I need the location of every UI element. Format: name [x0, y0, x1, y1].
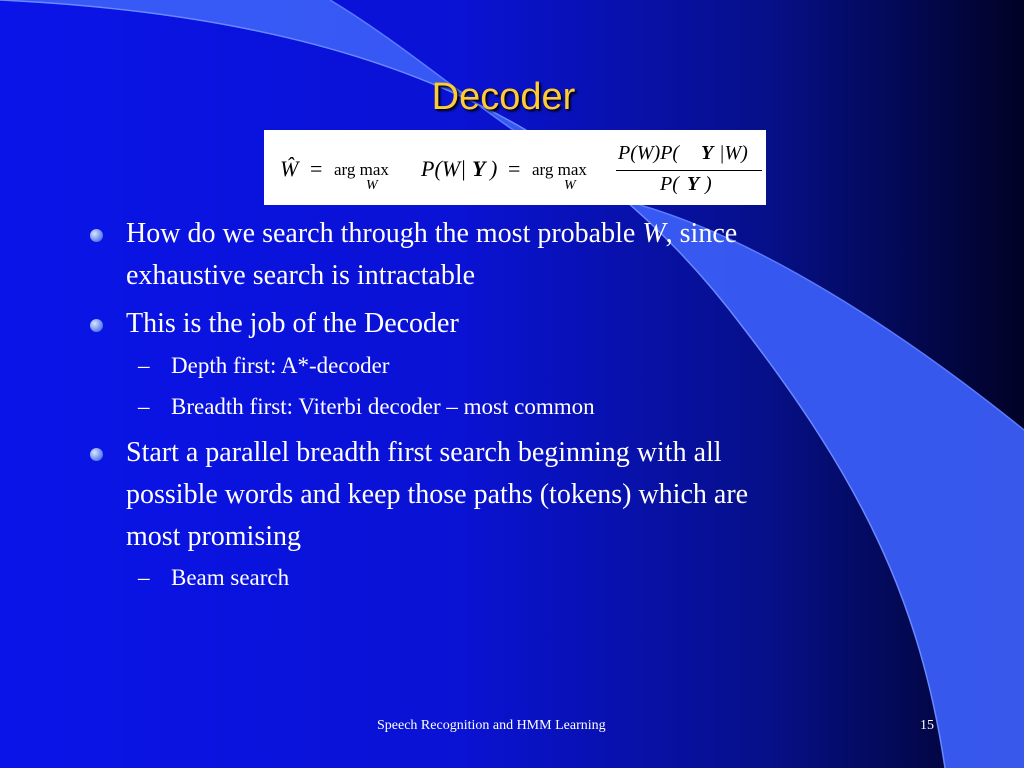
- subbullet-1-text: Depth first: A*-decoder: [171, 353, 390, 378]
- bullet-dot: [90, 448, 103, 461]
- footer-title: Speech Recognition and HMM Learning: [377, 718, 606, 733]
- formula-argmax-1: arg max: [334, 160, 389, 179]
- formula-numerator-b: |W): [719, 142, 748, 164]
- formula-argmax-sub-1: W: [366, 178, 378, 193]
- dash-marker: –: [138, 353, 150, 378]
- slide-title: Decoder: [431, 76, 576, 118]
- bullet-3-line-3: most promising: [126, 521, 302, 552]
- formula-denominator-y: Y: [687, 173, 700, 195]
- formula-y-1: Y: [472, 156, 486, 181]
- formula-numerator-a: P(W)P(: [618, 142, 680, 164]
- bullet-1-text-b: , since: [665, 218, 738, 249]
- formula-p-w-given: P(W|: [421, 156, 467, 181]
- dash-marker: –: [138, 394, 150, 419]
- subbullet-3-text: Beam search: [171, 565, 290, 590]
- formula-close-paren: ): [490, 156, 498, 181]
- formula-numerator-y: Y: [701, 142, 714, 164]
- formula-argmax-2: arg max: [532, 160, 587, 179]
- bullet-1-text-a: How do we search through the most probable: [126, 218, 643, 249]
- formula-argmax-sub-2: W: [564, 178, 576, 193]
- formula-equals-1: =: [310, 156, 323, 181]
- dash-marker: –: [138, 565, 150, 590]
- bullet-1-line-2: exhaustive search is intractable: [126, 260, 476, 291]
- formula-denominator-b: ): [705, 173, 712, 195]
- subbullet-2-text: Breadth first: Viterbi decoder – most common: [171, 394, 595, 419]
- formula-equals-2: =: [508, 156, 521, 181]
- formula-denominator-a: P(: [660, 173, 679, 195]
- page-number: 15: [920, 718, 934, 733]
- bullet-1-line-1: [126, 213, 737, 255]
- bullet-1-text-em: W: [642, 218, 666, 249]
- bullet-3-line-2: possible words and keep those paths (tokens) which are: [126, 479, 749, 510]
- bullet-dot: [90, 319, 103, 332]
- bullet-2-line-1: This is the job of the Decoder: [126, 308, 459, 339]
- formula-w-hat: Ŵ: [280, 156, 299, 181]
- formula-box: [264, 130, 766, 205]
- bullet-dot: [90, 229, 103, 242]
- bullet-3-line-1: Start a parallel breadth first search beginning with all: [126, 437, 722, 468]
- formula-fraction-bar: [616, 170, 762, 171]
